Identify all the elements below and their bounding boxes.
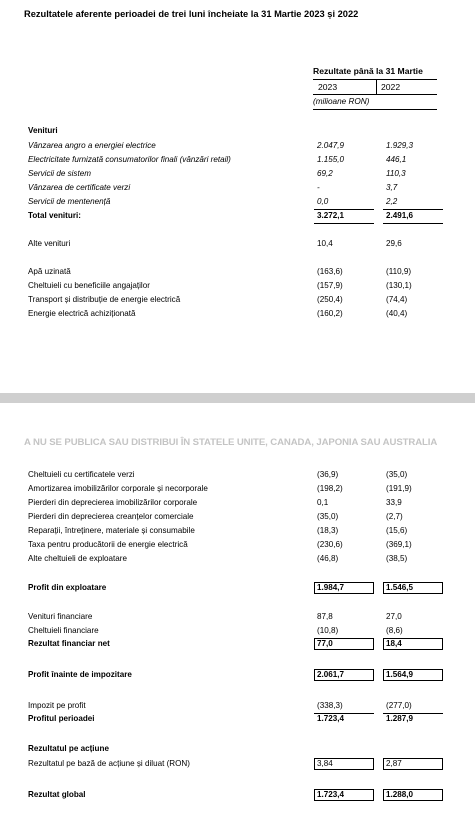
value-2022: 27,0	[386, 612, 402, 621]
page-2	[0, 403, 475, 817]
table-row	[0, 497, 475, 509]
total-rule	[383, 223, 443, 224]
header-rule	[313, 79, 437, 80]
value-2022: 446,1	[386, 155, 407, 164]
value-2022: 1.546,5	[386, 583, 414, 592]
table-row	[0, 611, 475, 623]
table-row	[0, 525, 475, 537]
value-2023: (10,8)	[317, 626, 339, 635]
value-2022: (40,4)	[386, 309, 408, 318]
row-label: Vânzarea angro a energiei electrice	[28, 141, 156, 150]
value-2023: (198,2)	[317, 484, 343, 493]
table-row	[0, 469, 475, 481]
row-label: Impozit pe profit	[28, 701, 86, 710]
table-row	[0, 266, 475, 278]
section-heading: Rezultatul pe acțiune	[28, 744, 109, 753]
value-2023: (160,2)	[317, 309, 343, 318]
table-row-total	[0, 582, 475, 594]
header-rule	[313, 109, 437, 110]
row-label: Total venituri:	[28, 211, 81, 220]
value-2022: (15,6)	[386, 526, 408, 535]
table-row	[0, 294, 475, 306]
value-2022: (130,1)	[386, 281, 412, 290]
value-2023: (36,9)	[317, 470, 339, 479]
page-separator	[0, 393, 475, 403]
table-row	[0, 625, 475, 637]
value-2023: (230,6)	[317, 540, 343, 549]
section-heading: Venituri	[28, 126, 58, 135]
table-row-total	[0, 638, 475, 650]
value-2023: (250,4)	[317, 295, 343, 304]
row-label: Reparații, întreținere, materiale și consumabile	[28, 526, 195, 535]
table-row	[0, 758, 475, 770]
table-row	[0, 483, 475, 495]
table-row	[0, 196, 475, 208]
value-2022: (8,6)	[386, 626, 403, 635]
row-label: Apă uzinată	[28, 267, 71, 276]
table-row	[0, 168, 475, 180]
value-2023: (163,6)	[317, 267, 343, 276]
value-2023: -	[317, 183, 320, 192]
row-label: Vânzarea de certificate verzi	[28, 183, 131, 192]
value-2022: 33,9	[386, 498, 402, 507]
value-2023: 1.155,0	[317, 155, 345, 164]
table-row	[0, 743, 475, 755]
table-row-total	[0, 669, 475, 681]
page-title: Rezultatele aferente perioadei de trei luni încheiate la 31 Martie 2023 și 2022	[24, 9, 359, 19]
row-label: Profitul perioadei	[28, 714, 95, 723]
column-header-2023: 2023	[318, 82, 338, 92]
row-label: Venituri financiare	[28, 612, 93, 621]
unit-label: (milioane RON)	[313, 97, 370, 106]
value-2022: (38,5)	[386, 554, 408, 563]
value-2022: (110,9)	[386, 267, 412, 276]
value-2022: (35,0)	[386, 470, 408, 479]
row-label: Servicii de sistem	[28, 169, 91, 178]
value-2022: (2,7)	[386, 512, 403, 521]
row-label: Rezultatul pe bază de acțiune și diluat (RON)	[28, 759, 190, 768]
value-2022: 1.287,9	[386, 714, 414, 723]
row-label: Cheltuieli cu certificatele verzi	[28, 470, 135, 479]
header-rule	[313, 94, 437, 95]
table-row	[0, 154, 475, 166]
value-2023: 87,8	[317, 612, 333, 621]
value-2023: 0,1	[317, 498, 329, 507]
value-2022: 2,2	[386, 197, 398, 206]
row-label: Cheltuieli financiare	[28, 626, 99, 635]
value-2022: (277,0)	[386, 701, 412, 710]
table-row	[0, 700, 475, 712]
table-row	[0, 140, 475, 152]
row-label: Alte venituri	[28, 239, 71, 248]
table-row-total	[0, 713, 475, 725]
table-row-total	[0, 210, 475, 222]
value-2023: 2.047,9	[317, 141, 345, 150]
value-2022: 110,3	[386, 169, 406, 178]
value-2023: 0,0	[317, 197, 329, 206]
value-2023: (18,3)	[317, 526, 339, 535]
value-2023: 2.061,7	[317, 670, 345, 679]
table-row	[0, 182, 475, 194]
table-row-total	[0, 789, 475, 801]
row-label: Pierderi din deprecierea imobilizărilor corporale	[28, 498, 198, 507]
distribution-notice: A NU SE PUBLICA SAU DISTRIBUI ÎN STATELE UNITE, CANADA, JAPONIA SAU AUSTRALIA	[24, 437, 438, 448]
table-row	[0, 238, 475, 250]
row-label: Alte cheltuieli de exploatare	[28, 554, 127, 563]
value-2022: 1.564,9	[386, 670, 414, 679]
value-2022: (74,4)	[386, 295, 408, 304]
row-label: Taxa pentru producătorii de energie electrică	[28, 540, 188, 549]
row-label: Pierderi din deprecierea creanțelor comerciale	[28, 512, 194, 521]
table-row	[0, 125, 475, 137]
value-2023: 3.272,1	[317, 211, 345, 220]
value-2023: (35,0)	[317, 512, 339, 521]
value-2022: 3,7	[386, 183, 398, 192]
value-2022: 1.288,0	[386, 790, 414, 799]
value-2023: 77,0	[317, 639, 333, 648]
value-2023: 69,2	[317, 169, 333, 178]
value-2022: (191,9)	[386, 484, 412, 493]
table-row	[0, 511, 475, 523]
table-row	[0, 539, 475, 551]
row-label: Profit înainte de impozitare	[28, 670, 132, 679]
value-2023: (46,8)	[317, 554, 339, 563]
row-label: Rezultat global	[28, 790, 86, 799]
header-divider	[376, 80, 377, 94]
row-label: Profit din exploatare	[28, 583, 107, 592]
value-2023: 3,84	[317, 759, 333, 768]
value-2023: 1.723,4	[317, 714, 345, 723]
row-label: Electricitate furnizată consumatorilor finali (vânzări retail)	[28, 155, 231, 164]
row-label: Servicii de mentenență	[28, 197, 111, 206]
row-label: Rezultat financiar net	[28, 639, 110, 648]
column-header-2022: 2022	[381, 82, 401, 92]
row-label: Cheltuieli cu beneficiile angajaților	[28, 281, 150, 290]
column-group-header: Rezultate până la 31 Martie	[313, 66, 423, 76]
page-1	[0, 0, 475, 393]
total-rule	[314, 223, 374, 224]
value-2022: (369,1)	[386, 540, 412, 549]
value-2023: (338,3)	[317, 701, 343, 710]
value-2023: 1.723,4	[317, 790, 345, 799]
value-2023: (157,9)	[317, 281, 343, 290]
table-row	[0, 553, 475, 565]
row-label: Energie electrică achiziționată	[28, 309, 136, 318]
value-2022: 1.929,3	[386, 141, 414, 150]
value-2023: 10,4	[317, 239, 333, 248]
table-row	[0, 308, 475, 320]
table-row	[0, 280, 475, 292]
value-2023: 1.984,7	[317, 583, 345, 592]
value-2022: 18,4	[386, 639, 402, 648]
row-label: Transport și distribuție de energie electrică	[28, 295, 181, 304]
value-2022: 2,87	[386, 759, 402, 768]
row-label: Amortizarea imobilizărilor corporale și necorporale	[28, 484, 208, 493]
value-2022: 2.491,6	[386, 211, 414, 220]
value-2022: 29,6	[386, 239, 402, 248]
